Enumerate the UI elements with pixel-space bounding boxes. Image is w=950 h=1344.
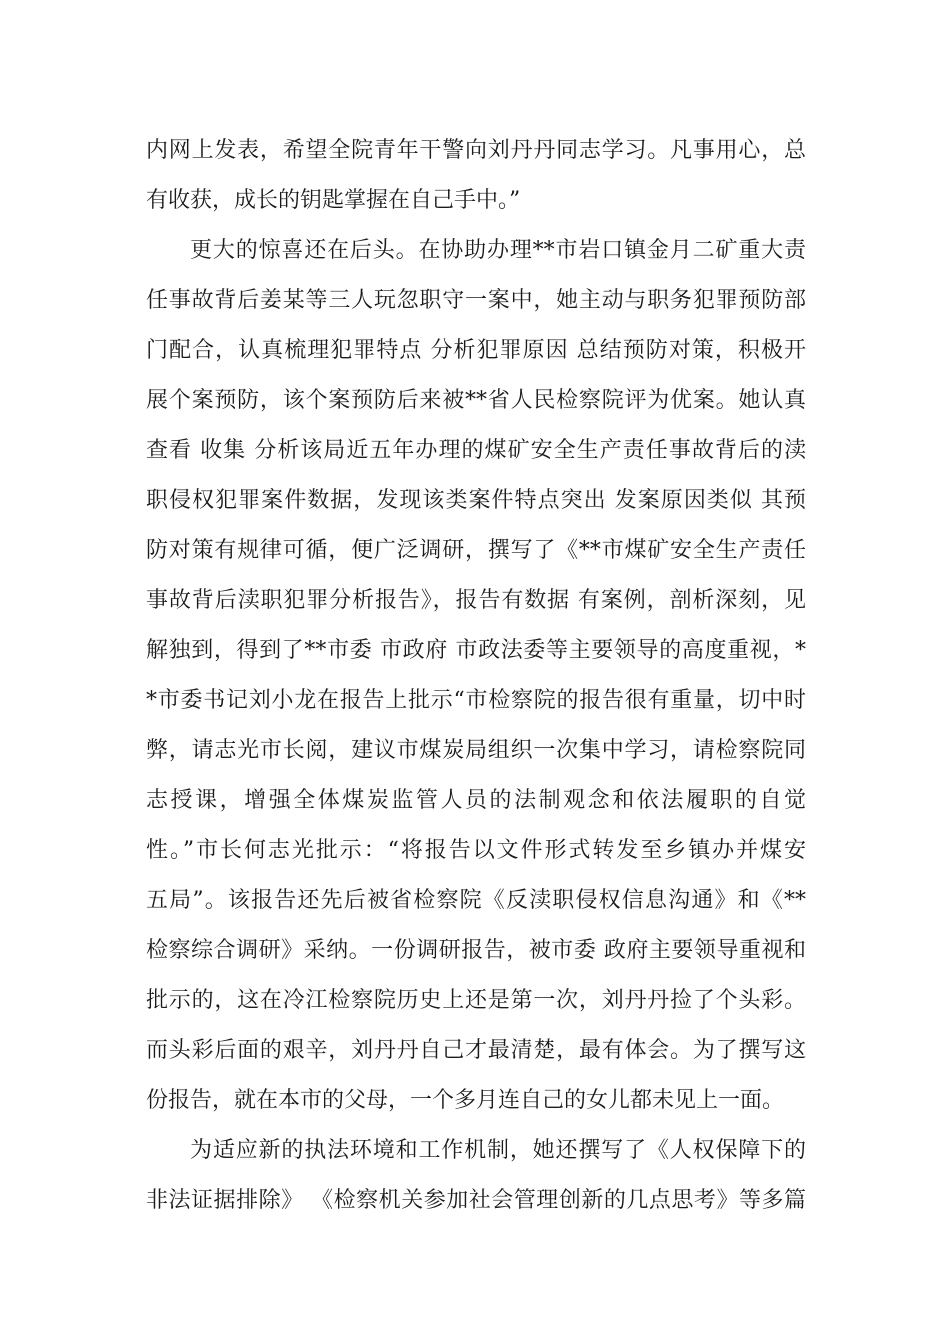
text-line: 展个案预防，该个案预防后来被**省人民检察院评为优案。她认真 — [146, 388, 806, 413]
text-line: 志授课，增强全体煤炭监管人员的法制观念和依法履职的自觉 — [146, 788, 806, 813]
text-line: 五局”。该报告还先后被省检察院《反渎职侵权信息沟通》和《** — [146, 888, 806, 913]
text-line: 内网上发表，希望全院青年干警向刘丹丹同志学习。凡事用心，总 — [146, 138, 806, 163]
text-line: 性。”市长何志光批示：“将报告以文件形式转发至乡镇办并煤安 — [146, 838, 806, 863]
text-line: 任事故背后姜某等三人玩忽职守一案中，她主动与职务犯罪预防部 — [146, 288, 806, 313]
text-line: 解独到，得到了**市委 市政府 市政法委等主要领导的高度重视，* — [146, 638, 806, 663]
text-line: 批示的，这在冷江检察院历史上还是第一次，刘丹丹捡了个头彩。 — [146, 988, 806, 1013]
text-line: 份报告，就在本市的父母，一个多月连自己的女儿都未见上一面。 — [146, 1088, 785, 1113]
text-line: 检察综合调研》采纳。一份调研报告，被市委 政府主要领导重视和 — [146, 938, 806, 963]
text-line: 为适应新的执法环境和工作机制，她还撰写了《人权保障下的 — [190, 1138, 806, 1163]
text-line: *市委书记刘小龙在报告上批示“市检察院的报告很有重量，切中时 — [146, 688, 806, 713]
text-line: 非法证据排除》 《检察机关参加社会管理创新的几点思考》等多篇 — [146, 1188, 806, 1213]
text-line: 而头彩后面的艰辛，刘丹丹自己才最清楚，最有体会。为了撰写这 — [146, 1038, 806, 1063]
text-line: 防对策有规律可循，便广泛调研，撰写了《**市煤矿安全生产责任 — [146, 538, 806, 563]
text-line: 弊，请志光市长阅，建议市煤炭局组织一次集中学习，请检察院同 — [146, 738, 806, 763]
text-line: 查看 收集 分析该局近五年办理的煤矿安全生产责任事故背后的渎 — [146, 438, 806, 463]
text-line: 有收获，成长的钥匙掌握在自己手中。” — [146, 188, 521, 213]
text-line: 更大的惊喜还在后头。在协助办理**市岩口镇金月二矿重大责 — [190, 238, 806, 263]
text-line: 门配合，认真梳理犯罪特点 分析犯罪原因 总结预防对策，积极开 — [146, 338, 806, 363]
text-line: 职侵权犯罪案件数据，发现该类案件特点突出 发案原因类似 其预 — [146, 488, 806, 513]
text-line: 事故背后渎职犯罪分析报告》，报告有数据 有案例，剖析深刻，见 — [146, 588, 806, 613]
